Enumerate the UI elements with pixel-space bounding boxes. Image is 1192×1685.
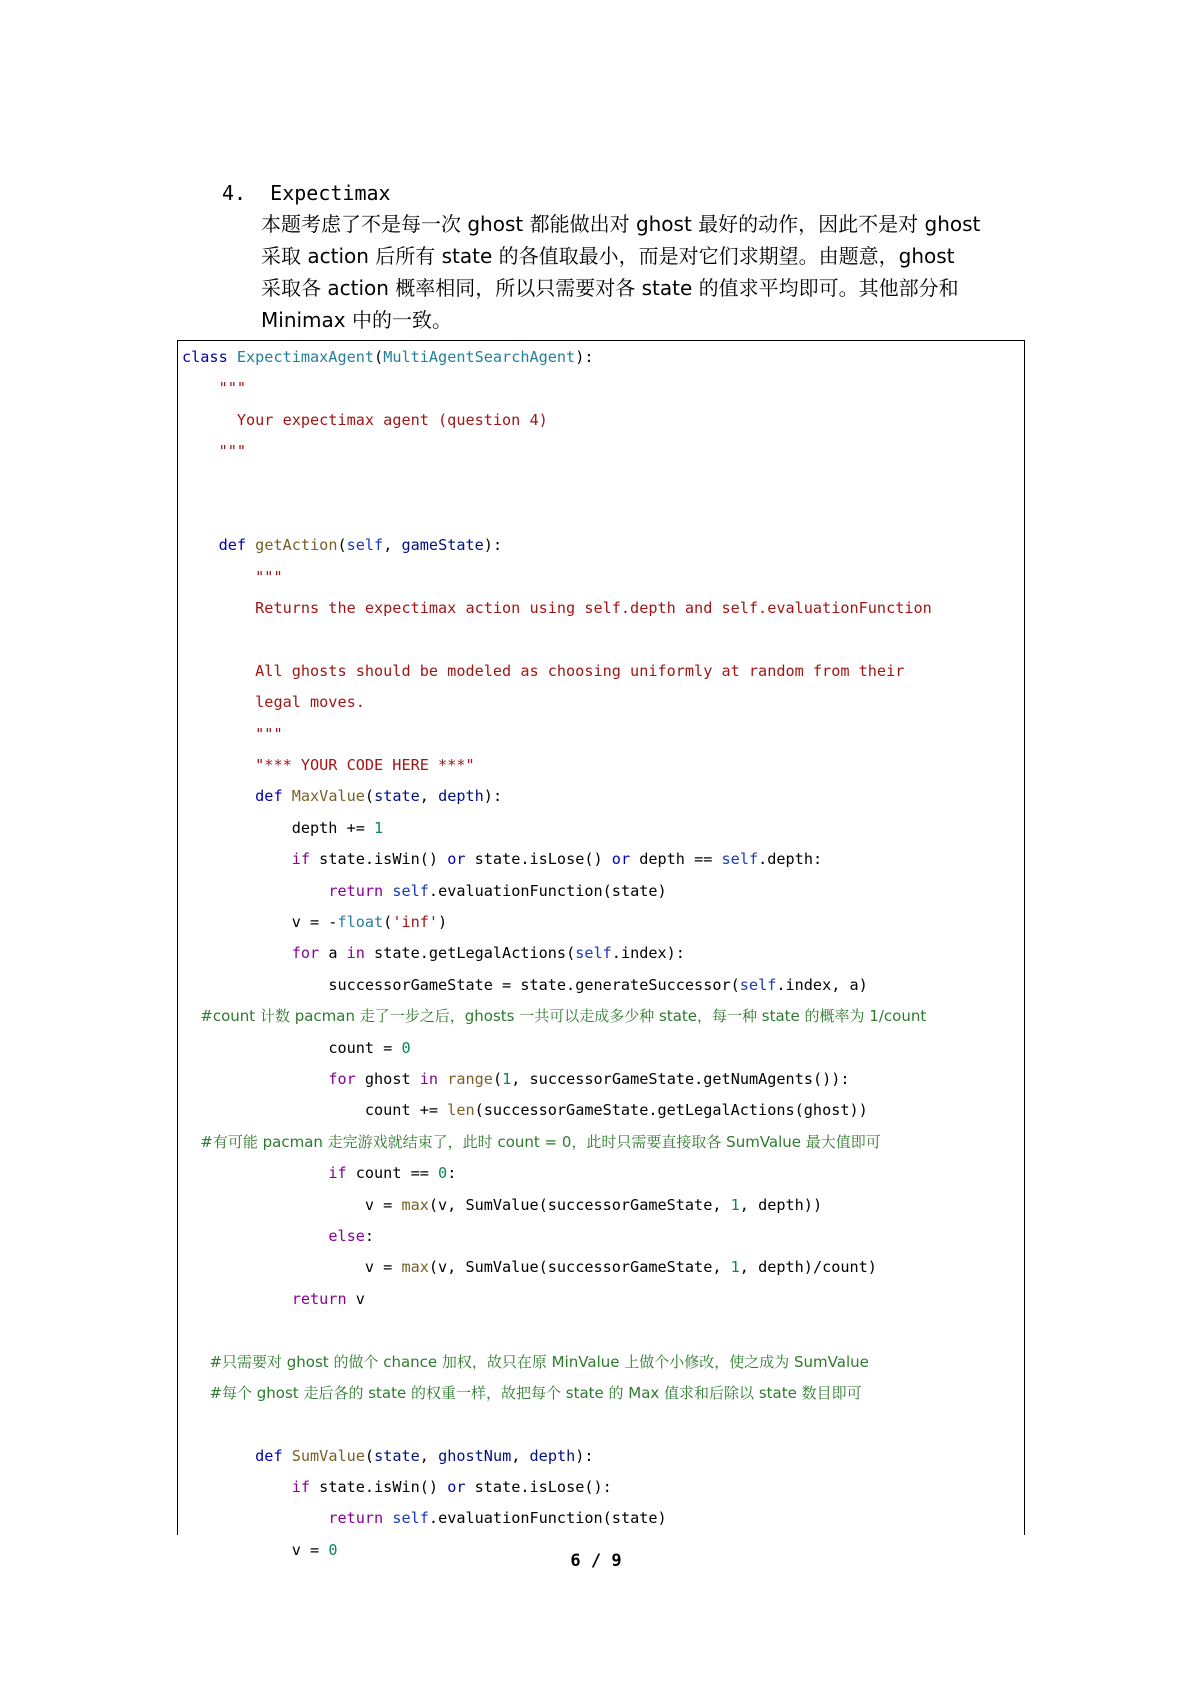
page-number: 6 / 9 <box>570 1551 622 1571</box>
code-line: v = max(v, SumValue(successorGameState, 1, depth)) <box>364 1195 823 1214</box>
code-line: def MaxValue(state, depth): <box>255 787 503 806</box>
code-line: return self.evaluationFunction(state) <box>328 1509 667 1528</box>
code-line: else: <box>328 1226 375 1245</box>
code-line: class ExpectimaxAgent(MultiAgentSearchAgent): <box>182 348 594 366</box>
code-line: v = max(v, SumValue(successorGameState, 1, depth)/count) <box>364 1258 877 1277</box>
code-line: count = 0 <box>328 1038 411 1057</box>
code-line: All ghosts should be modeled as choosing uniformly at random from their <box>255 661 905 680</box>
code-line: v = 0 <box>291 1540 338 1559</box>
paragraph-line: 本题考虑了不是每一次 ghost 都能做出对 ghost 最好的动作，因此不是对 ghost <box>261 212 981 236</box>
code-line: successorGameState = state.generateSuccessor(self.index, a) <box>328 975 868 994</box>
code-line: return v <box>291 1289 365 1308</box>
code-line: depth += 1 <box>291 818 384 837</box>
code-line: def getAction(self, gameState): <box>218 536 503 555</box>
code-line: if state.isWin() or state.isLose(): <box>291 1478 612 1497</box>
code-line <box>182 1315 1020 1346</box>
paragraph-line: 采取各 action 概率相同，所以只需要对各 state 的值求平均即可。其他部分和 <box>261 276 959 300</box>
code-line: "*** YOUR CODE HERE ***" <box>255 756 475 775</box>
code-line: count += len(successorGameState.getLegalActions(ghost)) <box>364 1101 868 1120</box>
code-line: #每个 ghost 走后各的 state 的权重一样，故把每个 state 的 Max 值求和后除以 state 数目即可 <box>209 1383 862 1402</box>
code-line: return self.evaluationFunction(state) <box>328 881 667 900</box>
code-line: Returns the expectimax action using self.depth and self.evaluationFunction <box>255 599 932 618</box>
code-listing <box>182 342 1020 1566</box>
code-line: """ <box>255 724 283 743</box>
code-line: if count == 0: <box>328 1164 457 1183</box>
section-paragraph <box>261 208 1021 336</box>
code-line: #只需要对 ghost 的做个 chance 加权，故只在原 MinValue 上做个小修改，使之成为 SumValue <box>209 1352 869 1371</box>
code-line <box>182 1409 1020 1440</box>
code-line: for ghost in range(1, successorGameState.getNumAgents()): <box>328 1069 850 1088</box>
code-line: """ <box>218 379 247 398</box>
code-line: #count 计数 pacman 走了一步之后，ghosts 一共可以走成多少种 state，每一种 state 的概率为 1/count <box>200 1007 927 1026</box>
code-line: """ <box>255 567 283 586</box>
section-heading: 4. Expectimax <box>222 181 391 205</box>
code-line <box>182 468 1020 499</box>
paragraph-line: Minimax 中的一致。 <box>261 308 452 332</box>
code-line: for a in state.getLegalActions(self.index): <box>291 944 685 963</box>
code-line: def SumValue(state, ghostNum, depth): <box>255 1446 594 1465</box>
code-line: Your expectimax agent (question 4) <box>236 410 548 429</box>
paragraph-line: 采取 action 后所有 state 的各值取最小，而是对它们求期望。由题意，ghost <box>261 244 955 268</box>
code-line: #有可能 pacman 走完游戏就结束了，此时 count = 0，此时只需要直接取各 SumValue 最大值即可 <box>200 1132 881 1151</box>
code-block <box>177 340 1025 1559</box>
code-line: """ <box>218 442 247 461</box>
code-line <box>182 625 1020 656</box>
code-line: legal moves. <box>255 693 365 712</box>
code-line: v = -float('inf') <box>291 913 448 932</box>
code-line <box>182 499 1020 530</box>
code-line: if state.isWin() or state.isLose() or depth == self.depth: <box>291 850 823 869</box>
